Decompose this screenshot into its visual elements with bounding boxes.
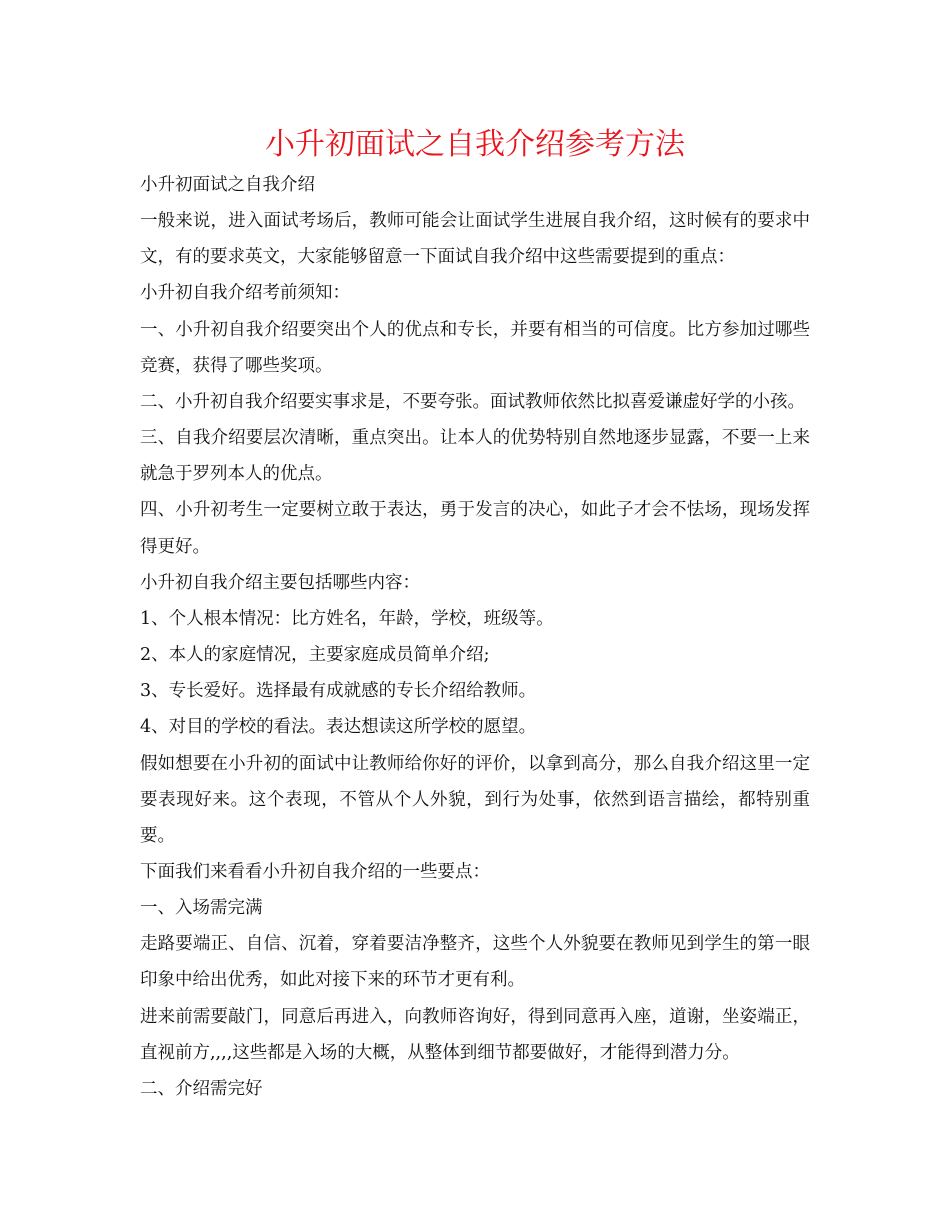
paragraph: 二、小升初自我介绍要实事求是，不要夸张。面试教师依然比拟喜爱谦虚好学的小孩。 bbox=[140, 391, 805, 412]
paragraph: 四、小升初考生一定要树立敢于表达，勇于发言的决心，如此子才会不怯场，现场发挥得更好。 bbox=[140, 500, 810, 557]
paragraph: 2、本人的家庭情况，主要家庭成员简单介绍; bbox=[140, 645, 490, 666]
paragraph: 二、介绍需完好 bbox=[140, 1078, 263, 1099]
paragraph: 小升初自我介绍主要包括哪些内容： bbox=[140, 572, 420, 593]
paragraph: 小升初面试之自我介绍 bbox=[140, 175, 315, 195]
paragraph: 三、自我介绍要层次清晰，重点突出。让本人的优势特别自然地逐步显露，不要一上来就急于罗列本人的优点。 bbox=[140, 428, 810, 485]
paragraph: 假如想要在小升初的面试中让教师给你好的评价，以拿到高分，那么自我介绍这里一定要表现好来。这个表现，不管从个人外貌，到行为处事，依然到语言描绘，都特别重要。 bbox=[140, 753, 810, 846]
paragraph: 一、小升初自我介绍要突出个人的优点和专长，并要有相当的可信度。比方参加过哪些竞赛，获得了哪些奖项。 bbox=[140, 319, 810, 376]
paragraph: 1、个人根本情况：比方姓名，年龄，学校，班级等。 bbox=[140, 608, 554, 629]
paragraph: 一、入场需完满 bbox=[140, 898, 263, 919]
paragraph: 3、专长爱好。选择最有成就感的专长介绍给教师。 bbox=[140, 681, 537, 702]
paragraph: 进来前需要敲门，同意后再进入，向教师咨询好，得到同意再入座，道谢，坐姿端正，直视前方,,,,这些都是入场的大概，从整体到细节都要做好，才能得到潜力分。 bbox=[140, 1006, 810, 1063]
paragraph: 走路要端正、自信、沉着，穿着要洁净整齐，这些个人外貌要在教师见到学生的第一眼印象中给出优秀，如此对接下来的环节才更有利。 bbox=[140, 934, 810, 991]
paragraph: 4、对目的学校的看法。表达想读这所学校的愿望。 bbox=[140, 717, 537, 738]
paragraph: 下面我们来看看小升初自我介绍的一些要点： bbox=[140, 861, 490, 882]
paragraph: 一般来说，进入面试考场后，教师可能会让面试学生进展自我介绍，这时候有的要求中文，有的要求英文，大家能够留意一下面试自我介绍中这些需要提到的重点： bbox=[140, 211, 810, 268]
document-body bbox=[140, 167, 810, 1107]
document-title: 小升初面试之自我介绍参考方法 bbox=[265, 127, 685, 162]
paragraph: 小升初自我介绍考前须知： bbox=[140, 283, 350, 304]
